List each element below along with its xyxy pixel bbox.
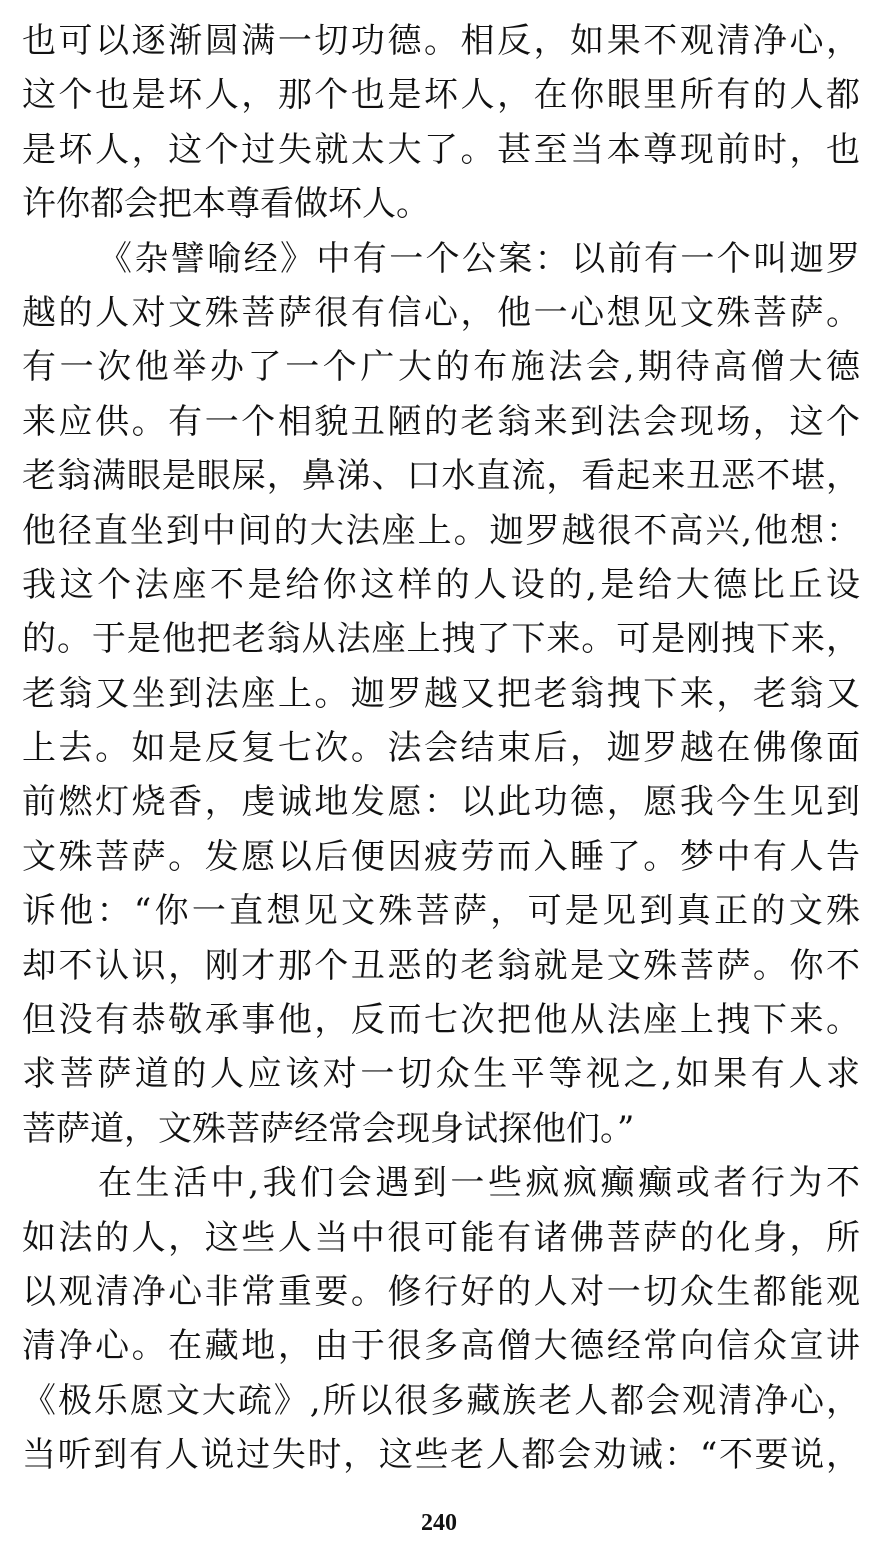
page-number: 240 — [421, 1510, 457, 1536]
text-line: 诉他：“你一直想见文殊菩萨，可是见到真正的文殊 — [22, 891, 860, 932]
text-line: 《杂譬喻经》中有一个公案：以前有一个叫迦罗 — [98, 238, 860, 279]
text-line: 老翁又坐到法座上。迦罗越又把老翁拽下来，老翁又 — [22, 673, 860, 714]
text-line: 这个也是坏人，那个也是坏人，在你眼里所有的人都 — [22, 75, 860, 116]
text-line: 他径直坐到中间的大法座上。迦罗越很不高兴,他想： — [22, 510, 860, 551]
text-line: 我这个法座不是给你这样的人设的,是给大德比丘设 — [22, 564, 860, 605]
text-line: 是坏人，这个过失就太大了。甚至当本尊现前时，也 — [22, 129, 860, 170]
text-line: 求菩萨道的人应该对一切众生平等视之,如果有人求 — [22, 1054, 860, 1095]
text-line: 菩萨道，文殊菩萨经常会现身试探他们。” — [22, 1108, 635, 1149]
text-line: 前燃灯烧香，虔诚地发愿：以此功德，愿我今生见到 — [22, 782, 860, 823]
text-line: 来应供。有一个相貌丑陋的老翁来到法会现场，这个 — [22, 401, 860, 442]
body-text — [22, 14, 860, 1483]
text-line: 的。于是他把老翁从法座上拽了下来。可是刚拽下来， — [22, 619, 860, 660]
text-line: 老翁满眼是眼屎，鼻涕、口水直流，看起来丑恶不堪， — [22, 456, 860, 497]
text-line: 却不认识，刚才那个丑恶的老翁就是文殊菩萨。你不 — [22, 945, 860, 986]
text-line: 越的人对文殊菩萨很有信心，他一心想见文殊菩萨。 — [22, 292, 860, 333]
text-line: 当听到有人说过失时，这些老人都会劝诫：“不要说， — [22, 1435, 860, 1476]
text-line: 清净心。在藏地，由于很多高僧大德经常向信众宣讲 — [22, 1326, 860, 1367]
text-line: 但没有恭敬承事他，反而七次把他从法座上拽下来。 — [22, 1000, 860, 1041]
text-line: 上去。如是反复七次。法会结束后，迦罗越在佛像面 — [22, 728, 860, 769]
text-line: 以观清净心非常重要。修行好的人对一切众生都能观 — [22, 1271, 860, 1312]
text-line: 在生活中,我们会遇到一些疯疯癫癫或者行为不 — [98, 1163, 860, 1204]
paragraph — [22, 1156, 860, 1482]
text-line: 《极乐愿文大疏》,所以很多藏族老人都会观清净心， — [22, 1380, 860, 1421]
text-line: 如法的人，这些人当中很可能有诸佛菩萨的化身，所 — [22, 1217, 860, 1258]
paragraph — [22, 14, 860, 232]
text-line: 文殊菩萨。发愿以后便因疲劳而入睡了。梦中有人告 — [22, 836, 860, 877]
text-line: 许你都会把本尊看做坏人。 — [22, 184, 430, 225]
paragraph — [22, 232, 860, 1157]
text-line: 也可以逐渐圆满一切功德。相反，如果不观清净心， — [22, 21, 860, 61]
text-line: 有一次他举办了一个广大的布施法会,期待高僧大德 — [22, 347, 860, 388]
